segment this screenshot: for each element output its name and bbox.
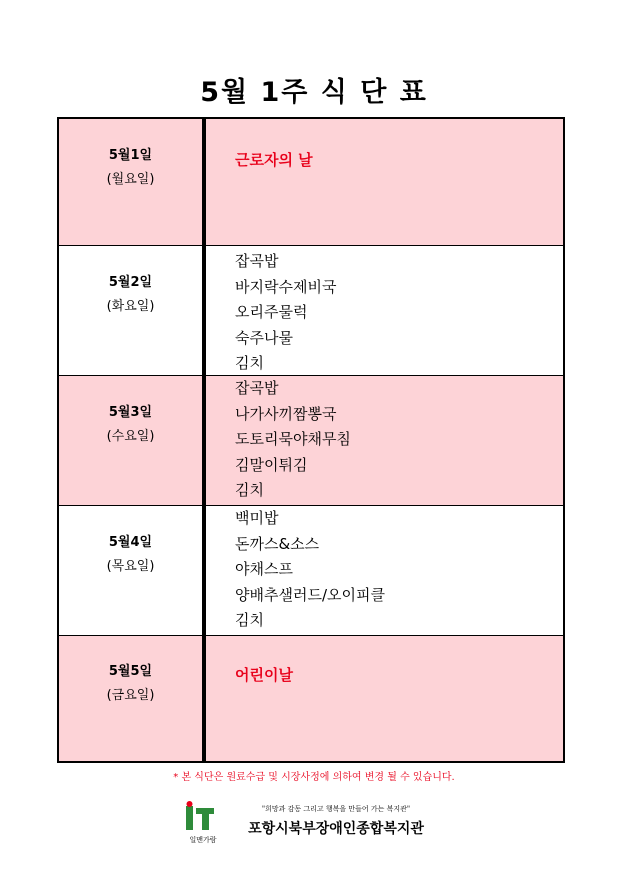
menu-item: 김치: [235, 611, 264, 630]
day-row-friday: [59, 636, 563, 761]
holiday-label: 근로자의 날: [235, 151, 313, 169]
page-title: 5월 1주 식 단 표: [200, 77, 428, 108]
weekday-label: (수요일): [106, 429, 155, 444]
date-cell: [59, 636, 202, 761]
menu-item: 바지락수제비국: [235, 277, 337, 296]
menu-item: 숙주나물: [235, 328, 293, 347]
weekday-label: (월요일): [106, 172, 155, 187]
menu-item: 오리주물럭: [235, 303, 308, 322]
date-label: 5월1일: [108, 148, 153, 163]
menu-list: [235, 506, 545, 634]
holiday-label: 어린이날: [235, 666, 293, 684]
day-row-wednesday: [59, 376, 563, 506]
weekday-label: (목요일): [106, 559, 155, 574]
footer: [182, 800, 442, 850]
date-label: 5월2일: [108, 275, 153, 290]
column-divider: [202, 376, 206, 505]
column-divider: [202, 246, 206, 375]
date-cell: [59, 376, 202, 505]
weekday-label: (화요일): [106, 299, 155, 314]
column-divider: [202, 636, 206, 761]
menu-cell: [235, 506, 545, 634]
menu-item: 김말이튀김: [235, 455, 308, 474]
date-cell: [59, 506, 202, 635]
menu-table: [57, 117, 565, 763]
menu-item: 백미밥: [235, 509, 279, 527]
date-label: 5월3일: [108, 405, 153, 420]
menu-cell: [235, 664, 545, 686]
menu-item: 양배추샐러드/오이피클: [235, 585, 385, 604]
footnote: * 본 식단은 원료수급 및 시장사정에 의하여 변경 될 수 있습니다.: [173, 772, 455, 783]
menu-cell: [235, 249, 545, 377]
organization-name: 포항시북부장애인종합복지관: [248, 821, 424, 837]
menu-cell: [235, 376, 545, 504]
menu-cell: [235, 149, 545, 171]
menu-item: 김치: [235, 481, 264, 500]
menu-item: 잡곡밥: [235, 252, 279, 270]
slogan: "희망과 감동 그리고 행복을 만들어 가는 복지관": [261, 805, 411, 813]
menu-item: 야채스프: [235, 560, 293, 579]
day-row-thursday: [59, 506, 563, 636]
date-cell: [59, 119, 202, 245]
date-cell: [59, 246, 202, 375]
menu-item: 돈까스&소스: [235, 534, 320, 553]
weekday-label: (금요일): [106, 688, 155, 703]
logo-caption: 일맨가람: [189, 836, 217, 844]
menu-list: [235, 376, 545, 504]
column-divider: [202, 119, 206, 245]
menu-item: 잡곡밥: [235, 379, 279, 397]
menu-item: 도토리묵야채무침: [235, 430, 351, 449]
menu-list: [235, 249, 545, 377]
date-label: 5월5일: [108, 664, 153, 679]
date-label: 5월4일: [108, 535, 153, 550]
column-divider: [202, 506, 206, 635]
day-row-monday: [59, 119, 563, 246]
day-row-tuesday: [59, 246, 563, 376]
menu-item: 김치: [235, 354, 264, 373]
menu-item: 나가사끼짬뽕국: [235, 404, 337, 423]
